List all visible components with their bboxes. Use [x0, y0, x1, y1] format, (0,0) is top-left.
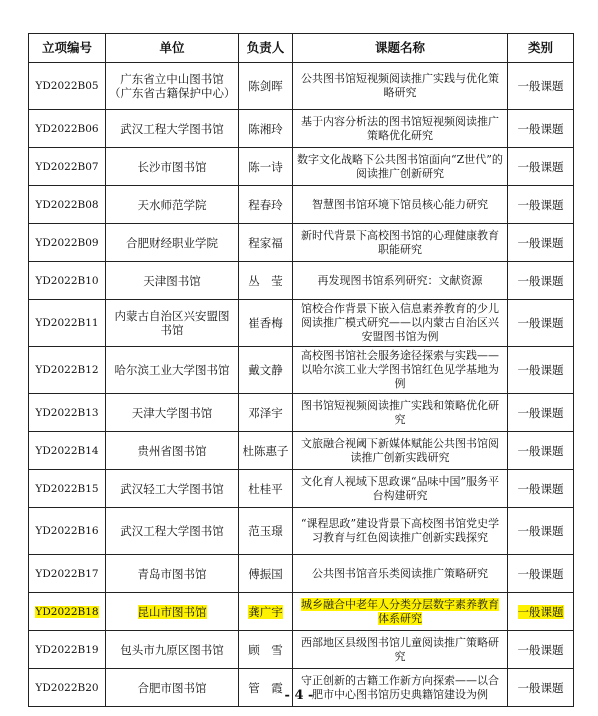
cell-unit: 天津大学图书馆	[106, 394, 239, 432]
cell-code: YD2022B19	[29, 631, 106, 669]
cell-category: 一般课题	[508, 631, 574, 669]
cell-lead: 傅振国	[239, 555, 293, 593]
table-row	[29, 262, 574, 300]
cell-title: 再发现图书馆系列研究：文献资源	[293, 262, 508, 300]
cell-unit: 天津图书馆	[106, 262, 239, 300]
cell-category: 一般课题	[508, 508, 574, 555]
cell-lead: 范玉璟	[239, 508, 293, 555]
cell-unit: 内蒙古自治区兴安盟图书馆	[106, 300, 239, 347]
table-row	[29, 631, 574, 669]
cell-category: 一般课题	[508, 470, 574, 508]
cell-unit: 天水师范学院	[106, 186, 239, 224]
cell-title: 公共图书馆短视频阅读推广实践与优化策略研究	[293, 63, 508, 110]
cell-unit: 包头市九原区图书馆	[106, 631, 239, 669]
table-row	[29, 555, 574, 593]
cell-code: YD2022B06	[29, 110, 106, 148]
cell-category: 一般课题	[508, 347, 574, 394]
cell-code: YD2022B05	[29, 63, 106, 110]
cell-code: YD2022B10	[29, 262, 106, 300]
cell-title: 图书馆短视频阅读推广实践和策略优化研究	[293, 394, 508, 432]
cell-unit	[106, 593, 239, 631]
table-row	[29, 224, 574, 262]
table-row	[29, 347, 574, 394]
cell-code: YD2022B16	[29, 508, 106, 555]
cell-unit: 武汉轻工大学图书馆	[106, 470, 239, 508]
table-row	[29, 394, 574, 432]
cell-category	[508, 593, 574, 631]
header-title: 课题名称	[293, 34, 508, 63]
highlighted-lead: 龚广宇	[248, 604, 283, 619]
cell-lead: 崔香梅	[239, 300, 293, 347]
table-row	[29, 63, 574, 110]
cell-lead: 管 霞	[239, 669, 293, 707]
highlighted-category: 一般课题	[517, 604, 564, 619]
cell-unit: 青岛市图书馆	[106, 555, 239, 593]
cell-code: YD2022B08	[29, 186, 106, 224]
cell-title: 数字文化战略下公共图书馆面向“Z世代”的阅读推广创新研究	[293, 148, 508, 186]
cell-unit: 贵州省图书馆	[106, 432, 239, 470]
highlighted-unit: 昆山市图书馆	[137, 604, 207, 619]
cell-lead: 邓泽宇	[239, 394, 293, 432]
table-row	[29, 508, 574, 555]
cell-title: 文化育人视域下思政课“品味中国”服务平台构建研究	[293, 470, 508, 508]
cell-lead: 陈一诗	[239, 148, 293, 186]
cell-title: 基于内容分析法的图书馆短视频阅读推广策略优化研究	[293, 110, 508, 148]
cell-unit: 武汉工程大学图书馆	[106, 110, 239, 148]
cell-code: YD2022B20	[29, 669, 106, 707]
header-lead: 负责人	[239, 34, 293, 63]
table-row-highlighted	[29, 593, 574, 631]
header-project-code: 立项编号	[29, 34, 106, 63]
table-row	[29, 300, 574, 347]
cell-category: 一般课题	[508, 224, 574, 262]
cell-lead: 陈湘玲	[239, 110, 293, 148]
cell-code	[29, 593, 106, 631]
cell-lead: 杜陈惠子	[239, 432, 293, 470]
cell-title: 智慧图书馆环境下馆员核心能力研究	[293, 186, 508, 224]
table-row	[29, 432, 574, 470]
cell-title: 公共图书馆音乐类阅读推广策略研究	[293, 555, 508, 593]
cell-code: YD2022B12	[29, 347, 106, 394]
cell-unit: 合肥财经职业学院	[106, 224, 239, 262]
cell-category: 一般课题	[508, 300, 574, 347]
cell-code: YD2022B15	[29, 470, 106, 508]
page-number: - 4 -	[284, 688, 314, 703]
cell-lead: 丛 莹	[239, 262, 293, 300]
highlighted-title: 城乡融合中老年人分类分层数字素养教育体系研究	[301, 597, 499, 625]
cell-title: 西部地区县级图书馆儿童阅读推广策略研究	[293, 631, 508, 669]
cell-unit: 合肥市图书馆	[106, 669, 239, 707]
cell-category: 一般课题	[508, 63, 574, 110]
cell-code: YD2022B13	[29, 394, 106, 432]
cell-unit: 广东省立中山图书馆（广东省古籍保护中心）	[106, 63, 239, 110]
cell-lead: 程家福	[239, 224, 293, 262]
cell-category: 一般课题	[508, 555, 574, 593]
cell-title: 文旅融合视阈下新媒体赋能公共图书馆阅读推广创新实践研究	[293, 432, 508, 470]
table-row	[29, 186, 574, 224]
cell-lead: 戴文静	[239, 347, 293, 394]
cell-lead: 顾 雪	[239, 631, 293, 669]
cell-lead: 杜桂平	[239, 470, 293, 508]
cell-title: 馆校合作背景下嵌入信息素养教育的少儿阅读推广模式研究——以内蒙古自治区兴安盟图书馆为例	[293, 300, 508, 347]
table-header-row	[29, 34, 574, 63]
project-table	[28, 33, 574, 707]
cell-category: 一般课题	[508, 186, 574, 224]
cell-unit: 长沙市图书馆	[106, 148, 239, 186]
cell-unit: 哈尔滨工业大学图书馆	[106, 347, 239, 394]
cell-title: 守正创新的古籍工作新方向探索——以合肥市中心图书馆历史典籍馆建设为例	[293, 669, 508, 707]
cell-title: “课程思政”建设背景下高校图书馆党史学习教育与红色阅读推广创新实践探究	[293, 508, 508, 555]
table-row	[29, 110, 574, 148]
table-row	[29, 470, 574, 508]
cell-lead	[239, 593, 293, 631]
header-unit: 单位	[106, 34, 239, 63]
cell-category: 一般课题	[508, 148, 574, 186]
cell-unit: 武汉工程大学图书馆	[106, 508, 239, 555]
cell-category: 一般课题	[508, 394, 574, 432]
cell-code: YD2022B17	[29, 555, 106, 593]
cell-code: YD2022B07	[29, 148, 106, 186]
table-row	[29, 148, 574, 186]
cell-title: 新时代背景下高校图书馆的心理健康教育职能研究	[293, 224, 508, 262]
cell-title: 高校图书馆社会服务途径探索与实践——以哈尔滨工业大学图书馆红色见学基地为例	[293, 347, 508, 394]
cell-code: YD2022B14	[29, 432, 106, 470]
header-category: 类别	[508, 34, 574, 63]
cell-code: YD2022B11	[29, 300, 106, 347]
cell-category: 一般课题	[508, 669, 574, 707]
cell-category: 一般课题	[508, 432, 574, 470]
highlighted-code: YD2022B18	[35, 605, 99, 618]
cell-lead: 程春玲	[239, 186, 293, 224]
cell-category: 一般课题	[508, 262, 574, 300]
cell-lead: 陈剑晖	[239, 63, 293, 110]
cell-code: YD2022B09	[29, 224, 106, 262]
cell-category: 一般课题	[508, 110, 574, 148]
cell-title	[293, 593, 508, 631]
